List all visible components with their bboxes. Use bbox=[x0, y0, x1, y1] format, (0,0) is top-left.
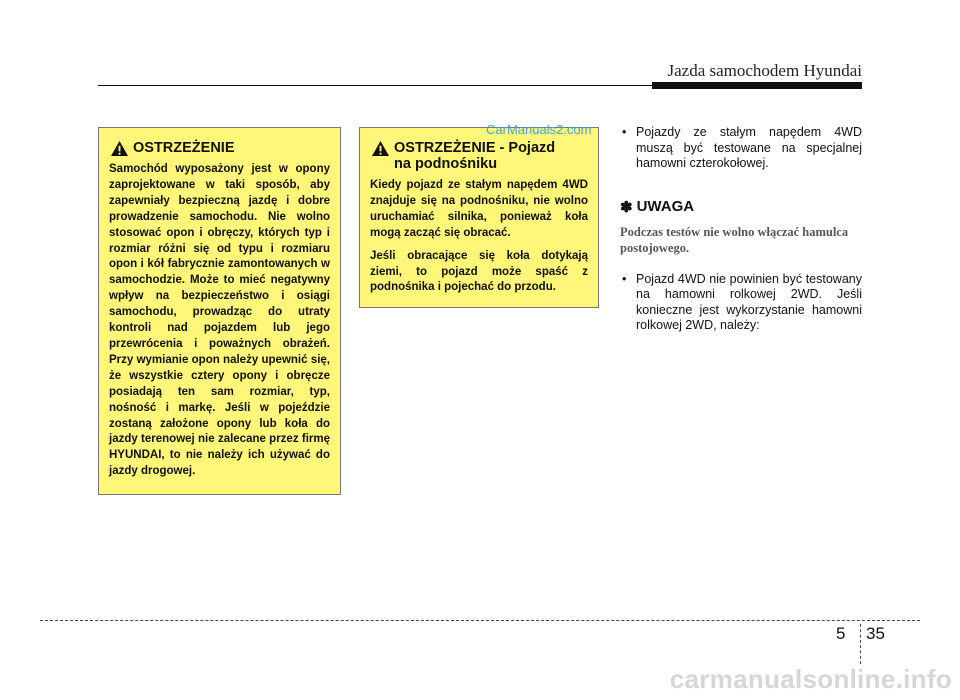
bullet-text: Pojazdy ze stałym napędem 4WD muszą być testowane na specjalnej hamowni czterokołowej. bbox=[636, 125, 862, 170]
warning-heading bbox=[109, 140, 330, 156]
watermark-carmanuals2: CarManuals2.com bbox=[486, 122, 592, 137]
page-number: 35 bbox=[866, 624, 885, 643]
warning-triangle-icon bbox=[110, 140, 129, 157]
warning-text-1: Kiedy pojazd ze stałym napędem 4WD znajduje się na podnośniku, nie wolno uruchamiać silnika, ponieważ koła mogą zacząć się obracać. bbox=[370, 179, 588, 239]
page-separator bbox=[860, 624, 861, 664]
header-bar bbox=[652, 82, 862, 89]
warning-title: OSTRZEŻENIE bbox=[133, 140, 235, 156]
note-title: UWAGA bbox=[636, 198, 695, 215]
running-header: Jazda samochodem Hyundai bbox=[667, 61, 862, 80]
note-asterisk-icon: ✽ bbox=[620, 198, 633, 216]
header-rule bbox=[98, 85, 655, 86]
note-text: Podczas testów nie wolno włączać hamulca postojowego. bbox=[620, 224, 849, 255]
watermark-carmanualsonline: carmanualsonline.info bbox=[669, 664, 952, 694]
warning-text-2: Jeśli obracające się koła dotykają ziemi, to pojazd może spaść z podnośnika i pojechać do przodu. bbox=[370, 249, 588, 294]
bullet-dot: • bbox=[622, 125, 627, 139]
warning-box-tires bbox=[98, 127, 341, 495]
chapter-number: 5 bbox=[836, 624, 846, 643]
bullet-text: Pojazd 4WD nie powinien być testowany na hamowni rolkowej 2WD. Jeśli konieczne jest wykorzystanie hamowni rolkowej 2WD, należy: bbox=[636, 271, 862, 332]
bullet-dot: • bbox=[622, 271, 627, 286]
right-column bbox=[620, 125, 862, 334]
warning-title-line2: na podnośniku bbox=[394, 156, 498, 172]
warning-title-line1: OSTRZEŻENIE - Pojazd bbox=[394, 140, 556, 156]
warning-text: Samochód wyposażony jest w opony zaprojektowane w taki sposób, aby zapewniały bezpieczną jazdę i dobre prowadzenie samochodu. Nie wolno stosować opon i obręczy, których typ i rozmiar różni się od typu i rozmiaru opon i kół fabrycznie zamontowanych w samochodzie. Może to mieć negatywny wpływ na bezpieczeństwo i osiągi samochodu, prowadząc do utraty kontroli nad pojazdem lub jego przewrócenia i poważnych obrażeń. Przy wymianie opon należy upewnić się, że wszystkie cztery opony i obręcze posiadają ten sam rozmiar, typ, nośność i markę. Jeśli w pojeździe zostaną założone opony lub koła do jazdy terenowej nie zalecane przez firmę HYUNDAI, to nie należy ich używać do jazdy drogowej. bbox=[109, 163, 330, 478]
note-heading bbox=[620, 198, 862, 216]
warning-triangle-icon bbox=[371, 140, 390, 157]
warning-heading bbox=[370, 140, 588, 172]
bullet-item bbox=[620, 125, 862, 172]
footer-rule bbox=[40, 620, 920, 621]
bullet-item bbox=[620, 272, 862, 334]
warning-box-lift bbox=[359, 127, 599, 308]
